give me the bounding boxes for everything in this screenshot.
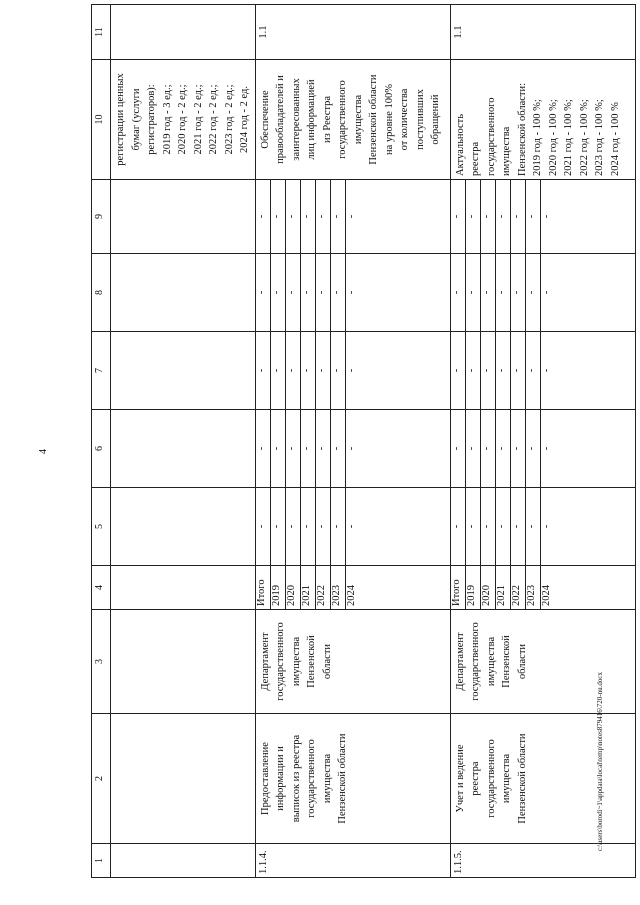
value-cell: - [256, 410, 271, 487]
measure-name: Учет и ведение реестра государственного имущества Пензенской области [450, 714, 635, 844]
year-label: 2019 [270, 566, 285, 609]
value-cell: - [525, 180, 540, 253]
value-cell: - [270, 180, 285, 253]
value-cell: - [510, 180, 525, 253]
col-header: 8 [92, 254, 111, 332]
row-number: 1.1.4. [255, 844, 450, 878]
col-header: 1 [92, 844, 111, 878]
year-label: 2024 [540, 585, 552, 606]
value-cell: - [451, 488, 466, 565]
value-cell: - [345, 524, 357, 529]
value-cell: - [540, 524, 552, 529]
col7-values [450, 332, 635, 410]
indicator-text: Обеспечение правообладателей и заинтересованных лиц информацией из Реестра государственного имущества Пензенской области на уровне 100% от количества поступивших обращений [255, 60, 450, 180]
col-header: 6 [92, 410, 111, 488]
value-cell: - [451, 332, 466, 409]
col7-values [255, 332, 450, 410]
col-header: 4 [92, 566, 111, 610]
col-header: 5 [92, 488, 111, 566]
value-cell: - [315, 332, 330, 409]
value-cell: - [300, 410, 315, 487]
value-cell: - [270, 254, 285, 331]
continuation-row [111, 5, 256, 878]
value-cell: - [495, 180, 510, 253]
value-cell: - [270, 488, 285, 565]
years-cell [255, 566, 450, 610]
value-cell: - [510, 254, 525, 331]
value-cell: - [525, 254, 540, 331]
year-label: 2021 [495, 566, 510, 609]
col-header: 7 [92, 332, 111, 410]
year-label: Итого [451, 566, 466, 609]
col6-values [450, 410, 635, 488]
value-cell: - [510, 488, 525, 565]
col-header: 11 [92, 5, 111, 60]
value-cell: - [256, 254, 271, 331]
col9-values [450, 180, 635, 254]
col8-values [450, 254, 635, 332]
footer-file-path: c:\users\borodi~1\appdata\local\temp\notes879416\720-nu.docx [596, 672, 604, 851]
col-header: 2 [92, 714, 111, 844]
value-cell: - [495, 488, 510, 565]
table-row [255, 5, 450, 878]
value-cell: - [300, 180, 315, 253]
table-row [450, 5, 635, 878]
value-cell: - [480, 488, 495, 565]
value-cell: - [510, 332, 525, 409]
value-cell: - [345, 446, 357, 451]
value-cell: - [256, 488, 271, 565]
indicator-text: Актуальность реестра государственного имущества Пензенской области: 2019 год - 100 %; 2020 год - 100 %; 2021 год - 100 %; 2022 год - 100 %; 2023 год - 100 %; 2024 год - 100 % [450, 60, 635, 180]
value-cell: - [451, 180, 466, 253]
value-cell: - [285, 332, 300, 409]
value-cell: - [451, 410, 466, 487]
value-cell: - [330, 488, 345, 565]
year-label: 2023 [330, 566, 345, 609]
executor: Департамент государственного имущества Пензенской области [450, 610, 635, 714]
col-header: 10 [92, 60, 111, 180]
value-cell: - [540, 368, 552, 373]
measure-name: Предоставление информации и выписок из реестра государственного имущества Пензенской области [255, 714, 450, 844]
col-header: 3 [92, 610, 111, 714]
value-cell: - [285, 410, 300, 487]
value-cell: - [480, 410, 495, 487]
year-label: 2019 [465, 566, 480, 609]
value-cell: - [480, 180, 495, 253]
value-cell: - [451, 254, 466, 331]
col8-values [255, 254, 450, 332]
col-header: 9 [92, 180, 111, 254]
years-cell [450, 566, 635, 610]
year-label: Итого [256, 566, 271, 609]
year-label: 2022 [315, 566, 330, 609]
year-label: 2023 [525, 566, 540, 609]
value-cell: - [480, 332, 495, 409]
value-cell: - [465, 180, 480, 253]
value-cell: - [256, 180, 271, 253]
value-cell: - [345, 368, 357, 373]
value-cell: - [315, 488, 330, 565]
value-cell: - [285, 488, 300, 565]
value-cell: - [300, 254, 315, 331]
year-label: 2021 [300, 566, 315, 609]
value-cell: - [510, 410, 525, 487]
value-cell: - [345, 214, 357, 219]
col9-values [255, 180, 450, 254]
value-cell: - [540, 446, 552, 451]
value-cell: - [330, 332, 345, 409]
value-cell: - [495, 332, 510, 409]
value-cell: - [315, 180, 330, 253]
col5-values [255, 488, 450, 566]
value-cell: - [540, 290, 552, 295]
value-cell: - [465, 332, 480, 409]
year-label: 2022 [510, 566, 525, 609]
executor: Департамент государственного имущества Пензенской области [255, 610, 450, 714]
value-cell: - [465, 488, 480, 565]
continuation-text: регистрации ценных бумаг (услуги регистраторов): 2019 год - 3 ед.; 2020 год - 2 ед.; 2021 год - 2 ед.; 2022 год - 2 ед.; 2023 год - 2 ед.; 2024 год - 2 ед. [111, 60, 256, 180]
value-cell: - [465, 410, 480, 487]
value-cell: - [300, 488, 315, 565]
value-cell: - [495, 254, 510, 331]
task-ref: 1.1 [255, 5, 450, 60]
task-ref: 1.1 [450, 5, 635, 60]
value-cell: - [465, 254, 480, 331]
value-cell: - [330, 254, 345, 331]
value-cell: - [285, 180, 300, 253]
year-label: 2024 [345, 585, 357, 606]
value-cell: - [540, 214, 552, 219]
value-cell: - [270, 332, 285, 409]
program-table [91, 4, 636, 878]
value-cell: - [285, 254, 300, 331]
value-cell: - [525, 488, 540, 565]
value-cell: - [270, 410, 285, 487]
page-number: 4 [38, 449, 49, 454]
col5-values [450, 488, 635, 566]
value-cell: - [330, 180, 345, 253]
value-cell: - [300, 332, 315, 409]
value-cell: - [480, 254, 495, 331]
year-label: 2020 [285, 566, 300, 609]
value-cell: - [495, 410, 510, 487]
document-table-sheet [91, 25, 621, 878]
col6-values [255, 410, 450, 488]
value-cell: - [525, 332, 540, 409]
value-cell: - [315, 410, 330, 487]
row-number: 1.1.5. [450, 844, 635, 878]
year-label: 2020 [480, 566, 495, 609]
value-cell: - [525, 410, 540, 487]
value-cell: - [256, 332, 271, 409]
header-row [92, 5, 111, 878]
value-cell: - [345, 290, 357, 295]
value-cell: - [330, 410, 345, 487]
value-cell: - [315, 254, 330, 331]
